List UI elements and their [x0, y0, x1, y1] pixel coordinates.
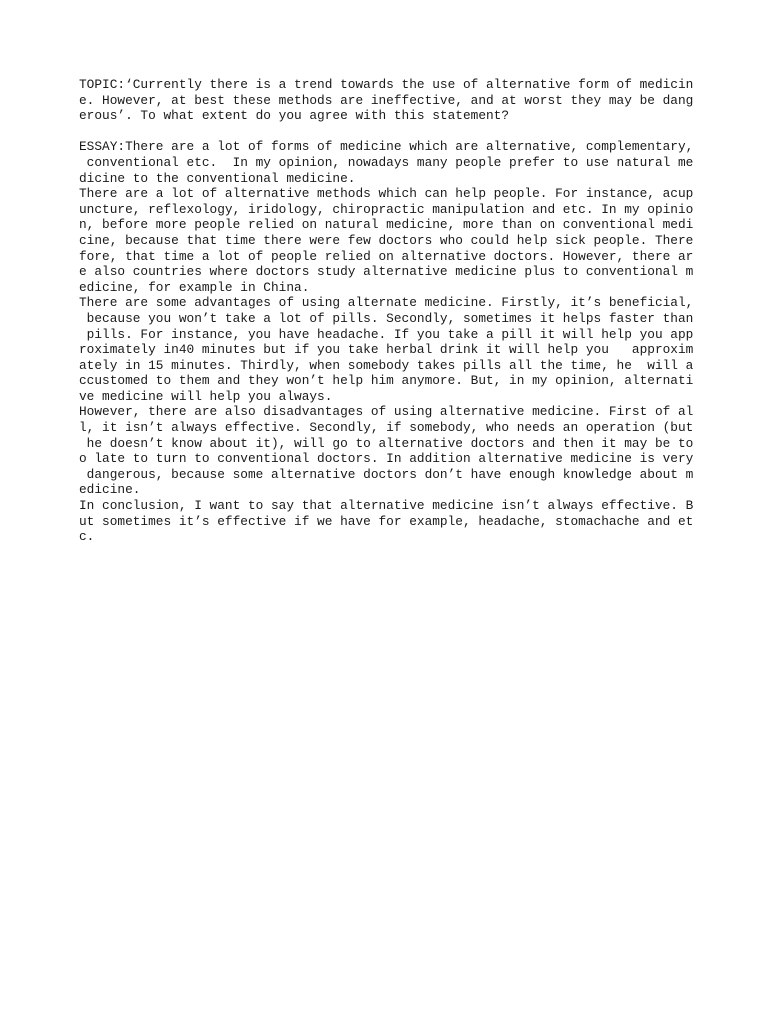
essay-line: ut sometimes it’s effective if we have for example, headache, stomachache and et [79, 513, 694, 529]
essay-text [79, 77, 699, 545]
essay-line: However, there are also disadvantages of using alternative medicine. First of al [79, 404, 694, 420]
essay-line: he doesn’t know about it), will go to alternative doctors and then it may be to [79, 435, 694, 451]
essay-line: ccustomed to them and they won’t help him anymore. But, in my opinion, alternati [79, 373, 694, 389]
essay-line: In conclusion, I want to say that alternative medicine isn’t always effective. B [79, 498, 694, 514]
essay-line: ESSAY:There are a lot of forms of medicine which are alternative, complementary, [79, 139, 694, 155]
essay-line: conventional etc. In my opinion, nowadays many people prefer to use natural me [79, 154, 694, 170]
essay-line: erous’. To what extent do you agree with this statement? [79, 108, 510, 124]
essay-line: dicine to the conventional medicine. [79, 170, 356, 186]
essay-line: e. However, at best these methods are ineffective, and at worst they may be dang [79, 92, 694, 108]
essay-line: cine, because that time there were few doctors who could help sick people. There [79, 232, 694, 248]
essay-line: ve medicine will help you always. [79, 388, 333, 404]
essay-line: l, it isn’t always effective. Secondly, if somebody, who needs an operation (but [79, 420, 694, 436]
essay-line: pills. For instance, you have headache. If you take a pill it will help you app [79, 326, 694, 342]
essay-line: edicine, for example in China. [79, 279, 310, 295]
essay-line: There are a lot of alternative methods which can help people. For instance, acup [79, 186, 694, 202]
essay-line: o late to turn to conventional doctors. In addition alternative medicine is very [79, 451, 694, 467]
essay-line: dangerous, because some alternative doctors don’t have enough knowledge about m [79, 466, 694, 482]
essay-line: uncture, reflexology, iridology, chiropractic manipulation and etc. In my opinio [79, 201, 694, 217]
essay-line: edicine. [79, 482, 141, 498]
essay-line: There are some advantages of using alternate medicine. Firstly, it’s beneficial, [79, 295, 694, 311]
essay-line: because you won’t take a lot of pills. Secondly, sometimes it helps faster than [79, 310, 694, 326]
essay-line: c. [79, 529, 95, 545]
essay-line: TOPIC:‘Currently there is a trend towards the use of alternative form of medicin [79, 77, 694, 92]
essay-line: ately in 15 minutes. Thirdly, when somebody takes pills all the time, he will a [79, 357, 694, 373]
essay-line: e also countries where doctors study alternative medicine plus to conventional m [79, 264, 694, 280]
essay-line [79, 124, 699, 140]
essay-line: fore, that time a lot of people relied on alternative doctors. However, there ar [79, 248, 694, 264]
essay-line: n, before more people relied on natural medicine, more than on conventional medi [79, 217, 694, 233]
essay-line: roximately in40 minutes but if you take herbal drink it will help you approxim [79, 342, 694, 358]
